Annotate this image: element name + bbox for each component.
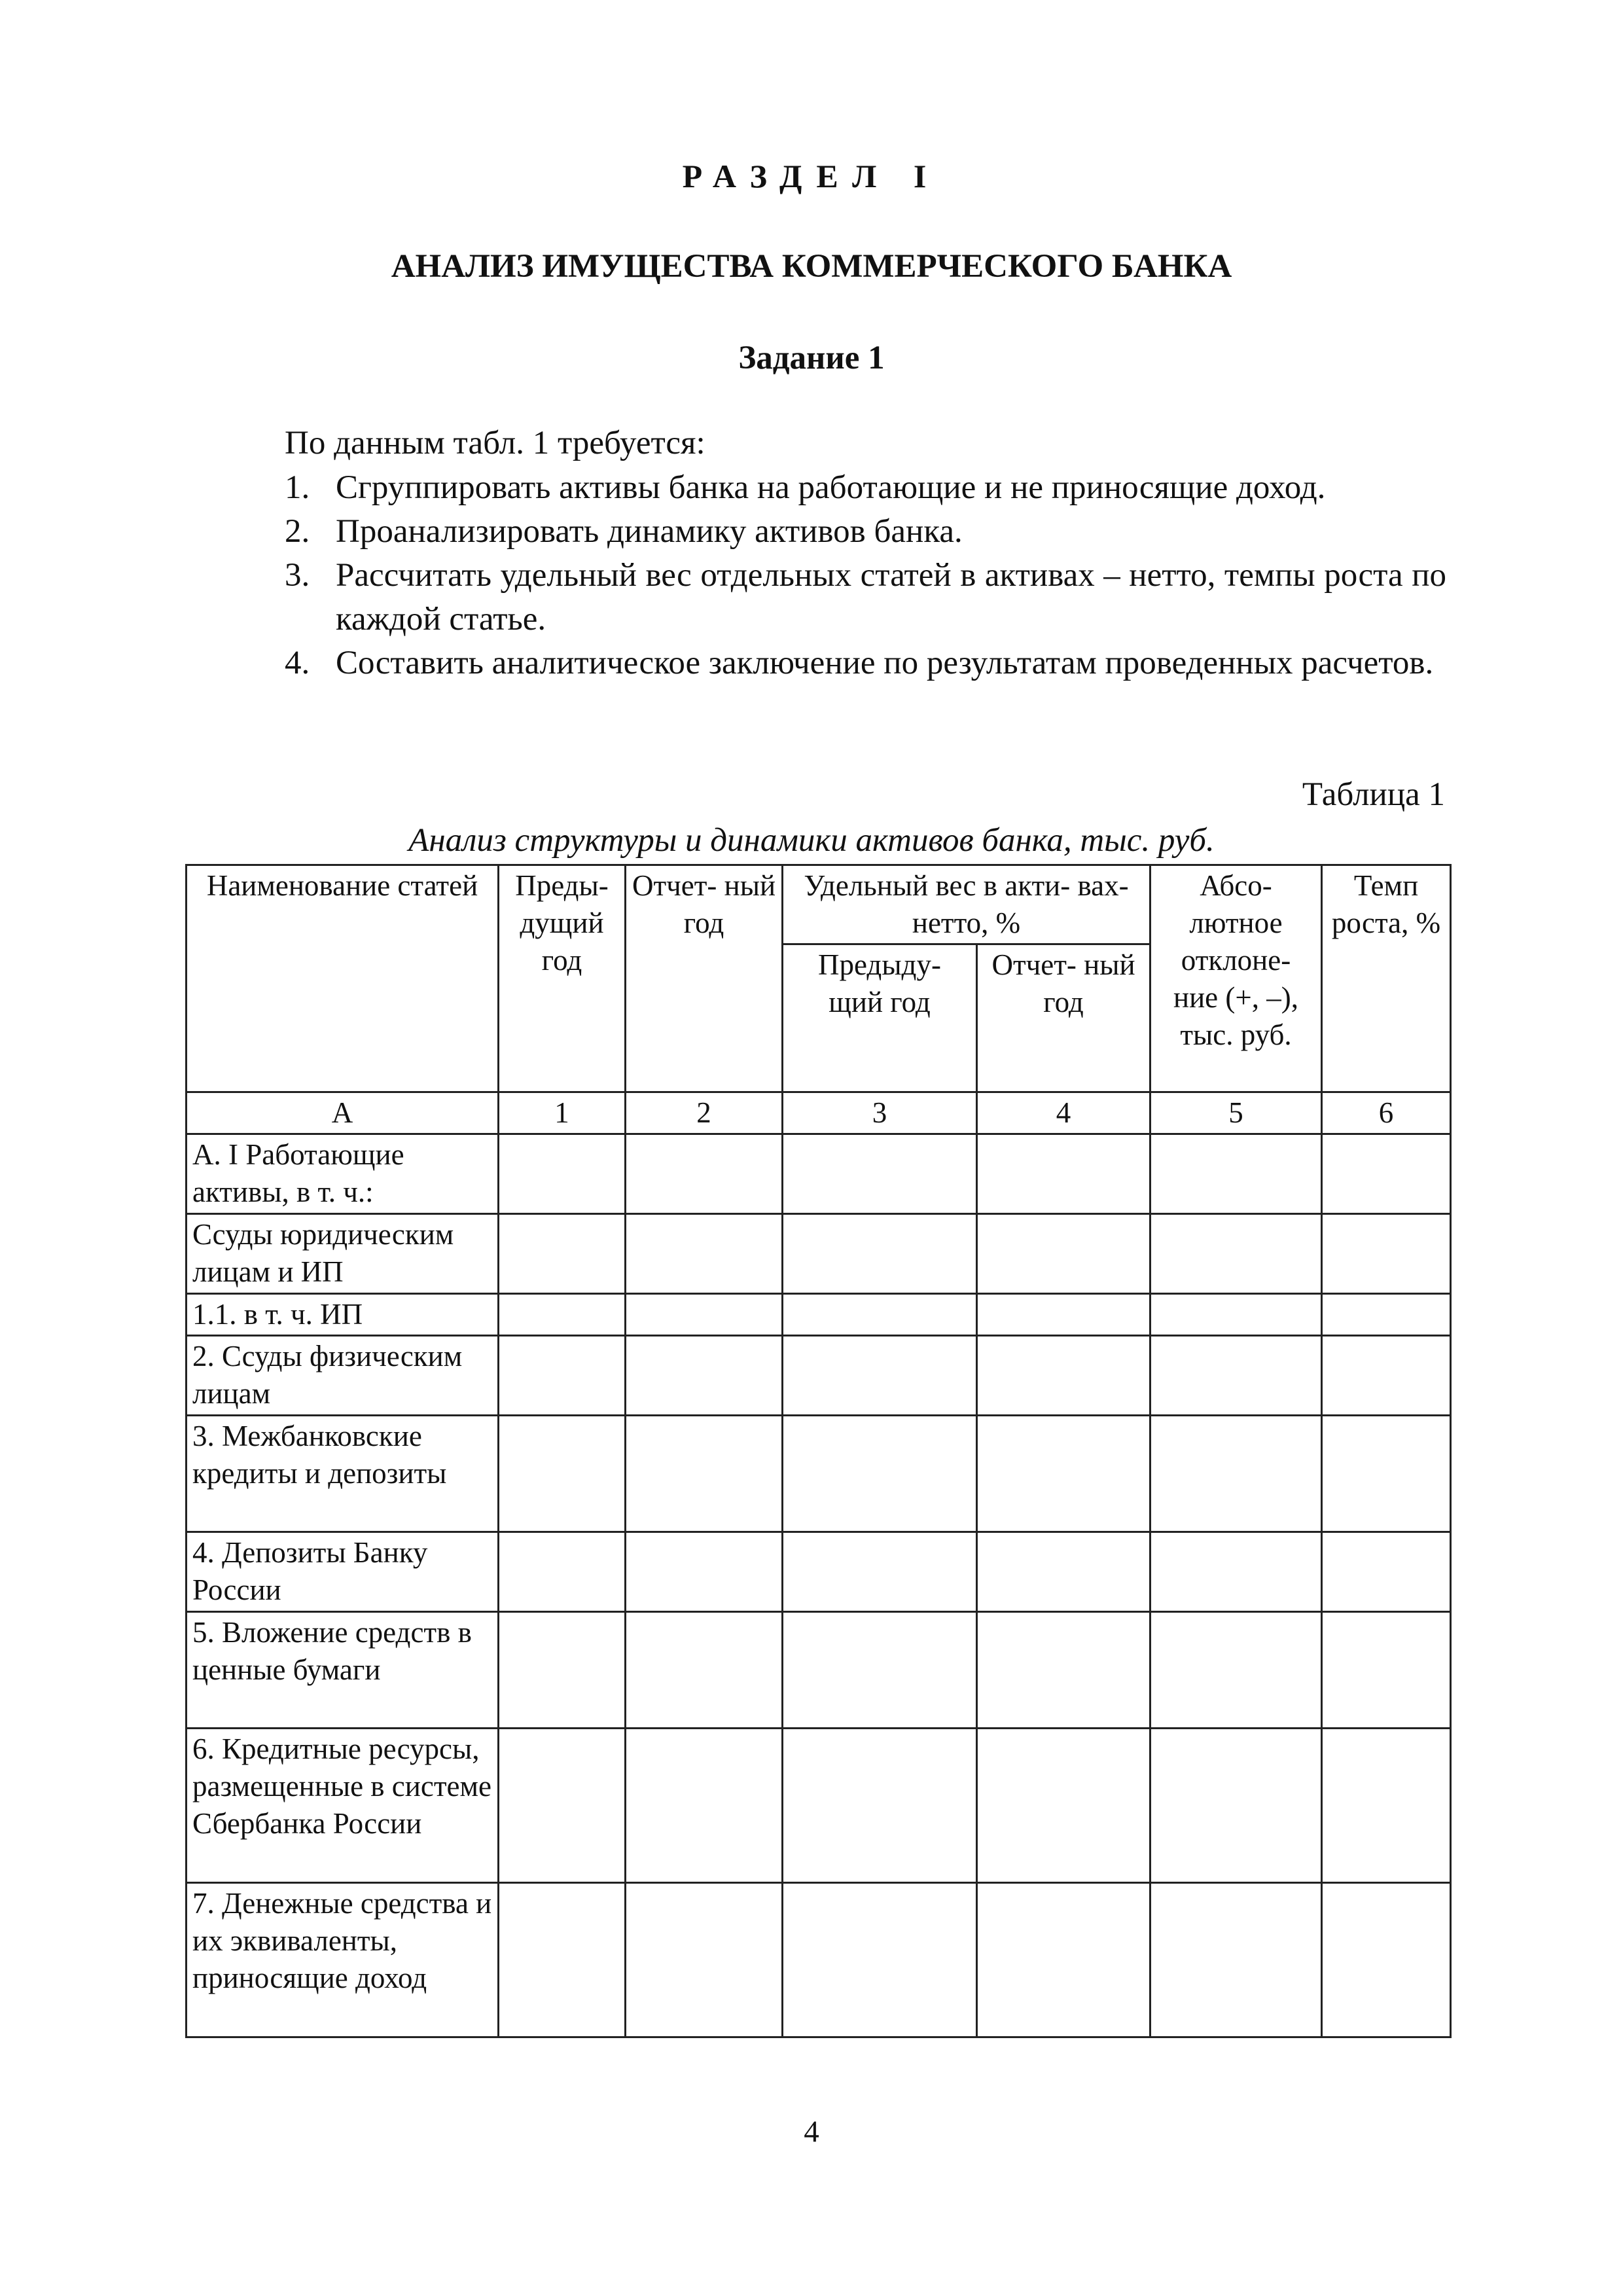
table-cell bbox=[499, 1612, 626, 1729]
table-row bbox=[187, 1214, 1451, 1294]
table-cell bbox=[499, 1294, 626, 1336]
table-cell bbox=[626, 1729, 783, 1883]
section-heading: РАЗДЕЛ I bbox=[682, 158, 941, 194]
header-abs-deviation: Абсо- лютное отклоне- ние (+, –), тыс. руб. bbox=[1150, 865, 1322, 1092]
table-cell bbox=[626, 1883, 783, 2037]
list-item-number: 4. bbox=[285, 645, 310, 681]
table-cell bbox=[977, 1416, 1150, 1532]
table-cell bbox=[1150, 1532, 1322, 1612]
table-cell bbox=[977, 1134, 1150, 1214]
table-cell bbox=[1322, 1612, 1451, 1729]
table-cell bbox=[626, 1336, 783, 1416]
header-prev-year: Преды- дущий год bbox=[499, 865, 626, 1092]
table-number: Таблица 1 bbox=[1302, 776, 1445, 813]
table-cell bbox=[626, 1294, 783, 1336]
list-item bbox=[285, 554, 1446, 641]
list-item-number: 3. bbox=[285, 557, 310, 594]
column-number: 4 bbox=[977, 1092, 1150, 1134]
list-item bbox=[285, 510, 1446, 554]
list-item-number: 2. bbox=[285, 513, 310, 550]
table-cell bbox=[783, 1729, 977, 1883]
header-growth-rate: Темп роста, % bbox=[1322, 865, 1451, 1092]
table-cell bbox=[783, 1214, 977, 1294]
row-label: 5. Вложение средств в ценные бумаги bbox=[187, 1612, 499, 1729]
table-cell bbox=[1150, 1214, 1322, 1294]
table-row bbox=[187, 1532, 1451, 1612]
table-row bbox=[187, 1294, 1451, 1336]
column-number: 1 bbox=[499, 1092, 626, 1134]
list-item-text: Сгруппировать активы банка на работающие и не приносящие доход. bbox=[336, 469, 1326, 506]
table-cell bbox=[1150, 1294, 1322, 1336]
table-cell bbox=[977, 1612, 1150, 1729]
table-row bbox=[187, 1134, 1451, 1214]
list-item-text: Рассчитать удельный вес отдельных статей в активах – нетто, темпы роста по каждой статье. bbox=[336, 557, 1446, 637]
table-cell bbox=[1322, 1729, 1451, 1883]
table-cell bbox=[499, 1336, 626, 1416]
row-label: 2. Ссуды физическим лицам bbox=[187, 1336, 499, 1416]
table-cell bbox=[499, 1416, 626, 1532]
list-item-text: Составить аналитическое заключение по результатам проведенных расчетов. bbox=[336, 645, 1434, 681]
task-intro: По данным табл. 1 требуется: bbox=[285, 425, 705, 461]
table-cell bbox=[1150, 1134, 1322, 1214]
column-number-row bbox=[187, 1092, 1451, 1134]
header-report-year: Отчет- ный год bbox=[626, 865, 783, 1092]
table-cell bbox=[1322, 1416, 1451, 1532]
row-label: Ссуды юридическим лицам и ИП bbox=[187, 1214, 499, 1294]
table-cell bbox=[626, 1134, 783, 1214]
table-cell bbox=[499, 1883, 626, 2037]
row-label: 1.1. в т. ч. ИП bbox=[187, 1294, 499, 1336]
table-row bbox=[187, 1883, 1451, 2037]
header-share-prev: Предыду- щий год bbox=[783, 944, 977, 1092]
table-cell bbox=[977, 1883, 1150, 2037]
table-cell bbox=[626, 1612, 783, 1729]
header-name: Наименование статей bbox=[187, 865, 499, 1092]
header-share: Удельный вес в акти- вах-нетто, % bbox=[783, 865, 1150, 944]
table-cell bbox=[1150, 1336, 1322, 1416]
table-row bbox=[187, 1416, 1451, 1532]
table-cell bbox=[1322, 1214, 1451, 1294]
list-item-text: Проанализировать динамику активов банка. bbox=[336, 513, 963, 550]
table-caption: Анализ структуры и динамики активов банка, тыс. руб. bbox=[408, 822, 1215, 859]
row-label: 4. Депозиты Банку России bbox=[187, 1532, 499, 1612]
table-cell bbox=[1150, 1416, 1322, 1532]
table-cell bbox=[783, 1134, 977, 1214]
column-number: А bbox=[187, 1092, 499, 1134]
list-item bbox=[285, 466, 1446, 510]
page-number: 4 bbox=[804, 2115, 819, 2149]
table-cell bbox=[783, 1336, 977, 1416]
table-cell bbox=[1150, 1612, 1322, 1729]
table-cell bbox=[499, 1214, 626, 1294]
table-cell bbox=[977, 1532, 1150, 1612]
table-row bbox=[187, 1336, 1451, 1416]
table-cell bbox=[1322, 1532, 1451, 1612]
table-cell bbox=[1322, 1336, 1451, 1416]
table-cell bbox=[499, 1532, 626, 1612]
column-number: 5 bbox=[1150, 1092, 1322, 1134]
table-cell bbox=[783, 1294, 977, 1336]
table-cell bbox=[1150, 1729, 1322, 1883]
table-cell bbox=[783, 1612, 977, 1729]
table-cell bbox=[626, 1416, 783, 1532]
row-label: А. I Работающие активы, в т. ч.: bbox=[187, 1134, 499, 1214]
table-cell bbox=[1322, 1294, 1451, 1336]
table-cell bbox=[783, 1883, 977, 2037]
table-cell bbox=[783, 1416, 977, 1532]
assets-table bbox=[185, 864, 1452, 2038]
header-share-report: Отчет- ный год bbox=[977, 944, 1150, 1092]
task-list bbox=[285, 466, 1446, 685]
column-number: 3 bbox=[783, 1092, 977, 1134]
table-cell bbox=[499, 1134, 626, 1214]
table-cell bbox=[1322, 1883, 1451, 2037]
table-cell bbox=[977, 1214, 1150, 1294]
row-label: 6. Кредитные ресурсы, размещенные в системе Сбербанка России bbox=[187, 1729, 499, 1883]
column-number: 6 bbox=[1322, 1092, 1451, 1134]
table-cell bbox=[626, 1214, 783, 1294]
row-label: 7. Денежные средства и их эквиваленты, приносящие доход bbox=[187, 1883, 499, 2037]
table-cell bbox=[1322, 1134, 1451, 1214]
table-cell bbox=[977, 1294, 1150, 1336]
page-title: АНАЛИЗ ИМУЩЕСТВА КОММЕРЧЕСКОГО БАНКА bbox=[391, 248, 1232, 285]
table-cell bbox=[977, 1336, 1150, 1416]
task-heading: Задание 1 bbox=[738, 340, 885, 376]
list-item-number: 1. bbox=[285, 469, 310, 506]
table-row bbox=[187, 1612, 1451, 1729]
table-row bbox=[187, 1729, 1451, 1883]
list-item bbox=[285, 641, 1446, 685]
table-cell bbox=[1150, 1883, 1322, 2037]
table-cell bbox=[626, 1532, 783, 1612]
row-label: 3. Межбанковские кредиты и депозиты bbox=[187, 1416, 499, 1532]
column-number: 2 bbox=[626, 1092, 783, 1134]
table-cell bbox=[783, 1532, 977, 1612]
table-cell bbox=[977, 1729, 1150, 1883]
table-cell bbox=[499, 1729, 626, 1883]
